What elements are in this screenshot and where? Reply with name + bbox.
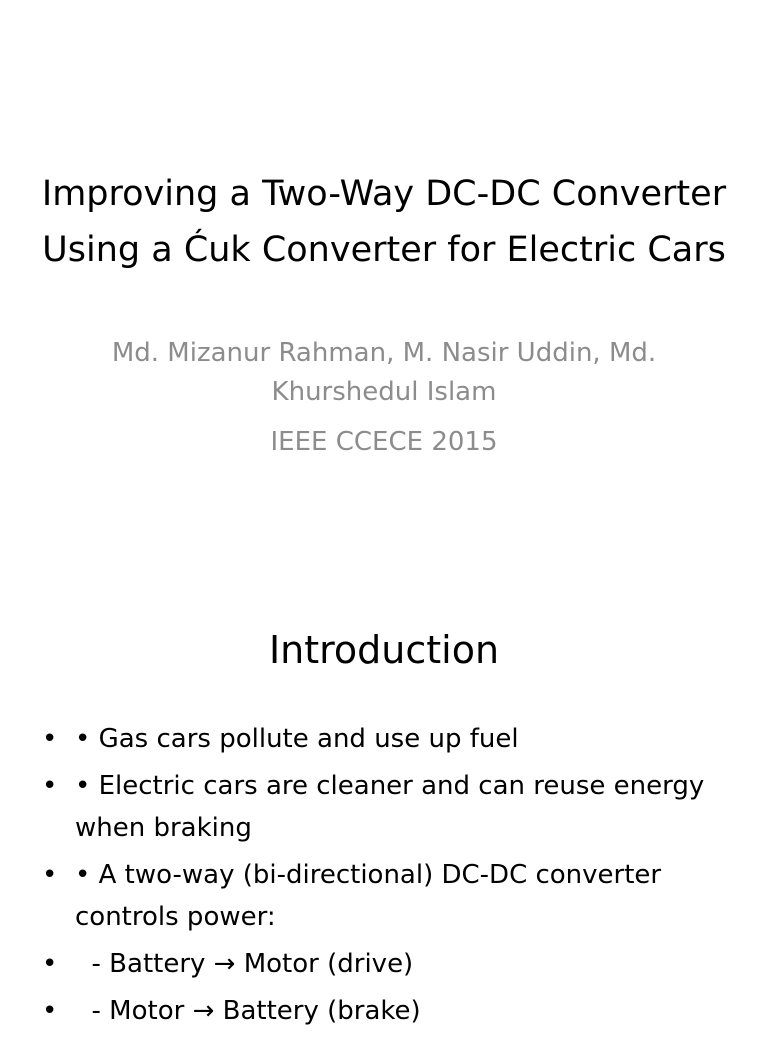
bullet-item: • • Gas cars pollute and use up fuel bbox=[40, 718, 730, 760]
bullet-item: • - Motor → Battery (brake) bbox=[40, 990, 730, 1032]
venue: IEEE CCECE 2015 bbox=[270, 427, 498, 457]
slide-title: Introduction bbox=[268, 628, 500, 672]
bullet-item: • • A two-way (bi-directional) DC-DC converter controls power: bbox=[40, 854, 730, 938]
presentation-title: Improving a Two-Way DC-DC Converter Using a Ćuk Converter for Electric Cars bbox=[41, 174, 727, 270]
authors: Md. Mizanur Rahman, M. Nasir Uddin, Md. Khurshedul Islam bbox=[111, 338, 657, 407]
bullet-item: • - Battery → Motor (drive) bbox=[40, 943, 730, 985]
introduction-slide bbox=[0, 576, 768, 1024]
bullet-item: • • Electric cars are cleaner and can reuse energy when braking bbox=[40, 765, 730, 849]
bullet-list bbox=[40, 718, 730, 1037]
